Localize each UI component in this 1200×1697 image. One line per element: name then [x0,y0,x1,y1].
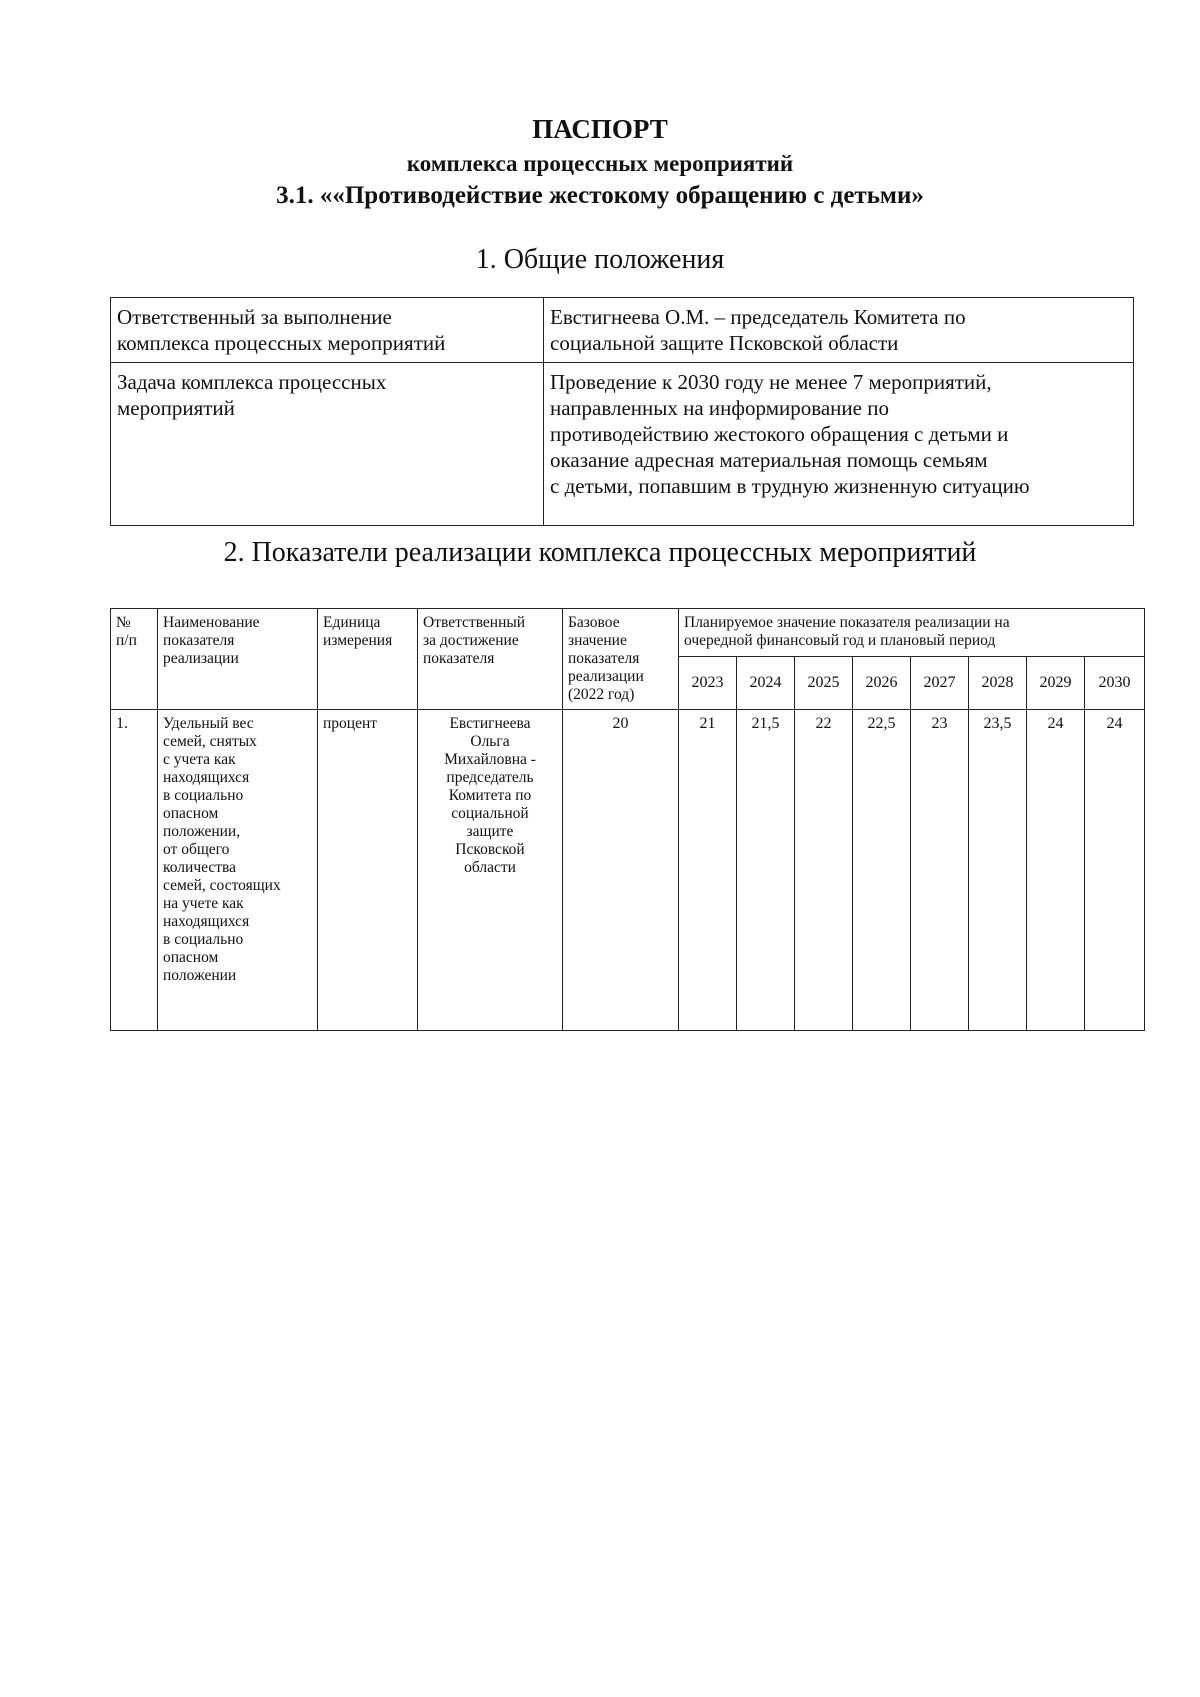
col-header-year: 2023 [679,657,737,710]
cell-value: 22,5 [853,710,911,1031]
program-name: 3.1. ««Противодействие жестокому обращению с детьми» [276,182,924,209]
cell-value: 24 [1027,710,1085,1031]
table-row [111,710,1145,1031]
document-subtitle: комплекса процессных мероприятий [406,151,794,176]
general-provisions-table [110,297,1134,526]
cell-responsible: Евстигнеева Ольга Михайловна - председатель Комитета по социальной защите Псковской области [418,710,563,1031]
col-header-planned: Планируемое значение показателя реализации на очередной финансовый год и плановый период [679,609,1145,657]
col-header-year: 2030 [1085,657,1145,710]
task-label: Задача комплекса процессных мероприятий [111,363,544,526]
col-header-year: 2026 [853,657,911,710]
cell-name: Удельный вес семей, снятых с учета как находящихся в социально опасном положении, от общего количества семей, состоящих на учете как находящихся в социально опасном положении [158,710,318,1031]
col-header-year: 2027 [911,657,969,710]
cell-value: 23 [911,710,969,1031]
table-row [111,298,1134,363]
cell-value: 21 [679,710,737,1031]
section-1-heading: 1. Общие положения [475,244,725,275]
cell-value: 24 [1085,710,1145,1031]
col-header-year: 2029 [1027,657,1085,710]
cell-value: 22 [795,710,853,1031]
cell-num: 1. [111,710,158,1031]
col-header-unit: Единица измерения [318,609,418,710]
indicators-table [110,608,1145,1031]
task-value: Проведение к 2030 году не менее 7 мероприятий, направленных на информирование по противодействию жестокого обращения с детьми и оказание адресная материальная помощь семьям с детьми, попавшим в трудную жизненную ситуацию [544,363,1134,526]
cell-unit: процент [318,710,418,1031]
col-header-responsible: Ответственный за достижение показателя [418,609,563,710]
col-header-base: Базовое значение показателя реализации (2022 год) [563,609,679,710]
responsible-value: Евстигнеева О.М. – председатель Комитета по социальной защите Псковской области [544,298,1134,363]
cell-value: 23,5 [969,710,1027,1031]
col-header-year: 2025 [795,657,853,710]
cell-value: 21,5 [737,710,795,1031]
col-header-year: 2028 [969,657,1027,710]
col-header-num: № п/п [111,609,158,710]
col-header-name: Наименование показателя реализации [158,609,318,710]
table-header-row [111,609,1145,657]
responsible-label: Ответственный за выполнение комплекса процессных мероприятий [111,298,544,363]
cell-base: 20 [563,710,679,1031]
col-header-year: 2024 [737,657,795,710]
section-2-heading: 2. Показатели реализации комплекса процессных мероприятий [223,537,977,568]
document-title: ПАСПОРТ [532,114,668,144]
table-row [111,363,1134,526]
